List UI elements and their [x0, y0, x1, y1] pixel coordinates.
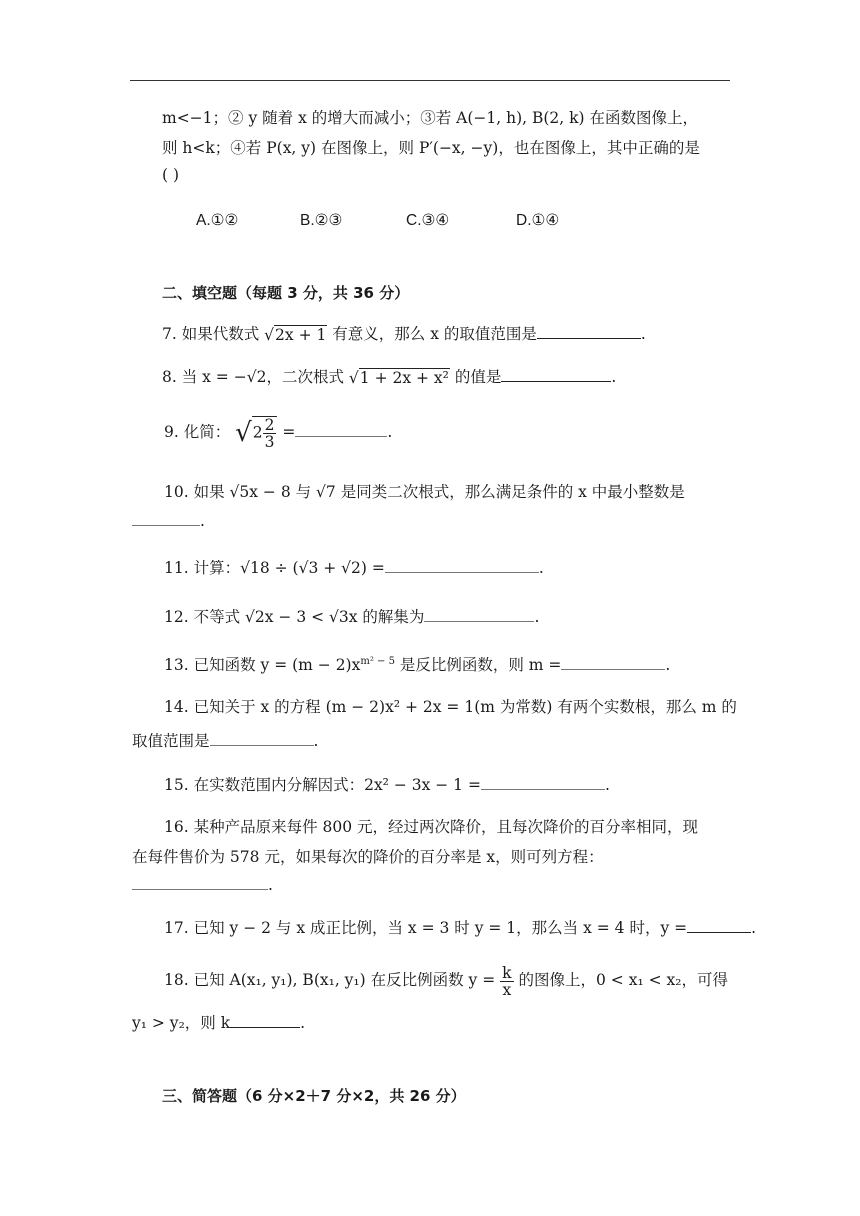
q12-answer-blank[interactable]	[424, 606, 534, 622]
q18-text3: y₁ > y₂，则 k	[132, 1014, 231, 1032]
q15	[164, 774, 610, 795]
q18-text2: 的图像上，0 < x₁ < x₂，可得	[518, 971, 728, 989]
q18-fraction	[500, 965, 513, 998]
q15-period: .	[604, 776, 610, 794]
q10-line1: 10. 如果 √5x − 8 与 √7 是同类二次根式，那么满足条件的 x 中最小整数是	[164, 483, 685, 501]
q16-period: .	[268, 876, 273, 894]
q16-line3	[132, 874, 273, 895]
q8-prefix: 8. 当 x = −√2，二次根式	[162, 368, 344, 386]
q18-denominator: x	[502, 980, 512, 999]
sqrt-sign: √1 + 2x + x²	[348, 369, 449, 387]
q18-numerator: k	[502, 963, 512, 982]
sqrt-sign: √2x + 1	[264, 326, 327, 344]
q9-period: .	[387, 423, 393, 441]
q7-answer-blank[interactable]	[537, 323, 641, 339]
q9-whole: 2	[252, 423, 263, 442]
q14-line2	[132, 730, 318, 751]
q9-radicand	[252, 416, 278, 450]
q10-line2	[132, 510, 205, 531]
q7-radicand: 2x + 1	[275, 326, 327, 344]
q9-numerator: 2	[264, 416, 275, 434]
q18-answer-blank[interactable]	[230, 1012, 300, 1028]
q13-period: .	[665, 656, 671, 675]
q18-period: .	[300, 1014, 306, 1032]
q17-text: 17. 已知 y − 2 与 x 成正比例，当 x = 3 时 y = 1，那么当 x = 4 时，y =	[164, 919, 688, 937]
q13-exponent: m² − 5	[360, 656, 395, 667]
q15-answer-blank[interactable]	[481, 774, 605, 790]
q10-period: .	[200, 512, 205, 530]
q13-text2: 是反比例函数，则 m =	[394, 656, 562, 675]
q8-answer-blank[interactable]	[501, 366, 611, 382]
q14-text: 取值范围是	[132, 732, 210, 750]
q6-line1: m<−1；② y 随着 x 的增大而减小；③若 A(−1, h), B(2, k) 在函数图像上，	[162, 109, 699, 127]
q17	[164, 917, 756, 938]
q17-answer-blank[interactable]	[687, 917, 751, 933]
q8-radicand: 1 + 2x + x²	[359, 369, 449, 387]
q18-line1	[164, 960, 728, 1000]
q7	[162, 323, 646, 345]
q9-prefix: 9. 化简：	[164, 423, 231, 441]
q16-line1: 16. 某种产品原来每件 800 元，经过两次降价，且每次降价的百分率相同，现	[164, 818, 699, 836]
q13-text: 13. 已知函数 y = (m − 2)x	[164, 656, 361, 675]
q11-period: .	[538, 559, 544, 577]
q14-period: .	[313, 732, 319, 750]
q11-answer-blank[interactable]	[385, 557, 539, 573]
q8	[162, 366, 616, 388]
q16-line2: 在每件售价为 578 元，如果每次的降价的百分率是 x，则可列方程：	[132, 848, 604, 866]
q9-answer-blank[interactable]	[295, 421, 387, 437]
q10-answer-blank[interactable]	[132, 510, 200, 526]
header-rule	[130, 80, 730, 81]
q18-line2	[132, 1012, 305, 1033]
q7-period: .	[640, 325, 646, 343]
q14-answer-blank[interactable]	[210, 730, 314, 746]
q6-line3: ( )	[162, 166, 180, 184]
q8-period: .	[611, 368, 617, 386]
q17-period: .	[751, 919, 757, 937]
option-b[interactable]: B.②③	[300, 212, 343, 229]
q9-denominator: 3	[264, 433, 275, 451]
q6-line2: 则 h<k；④若 P(x, y) 在图像上，则 P′(−x, −y)，也在图像上，其中正确的是	[162, 139, 700, 157]
q12-text: 12. 不等式 √2x − 3 < √3x 的解集为	[164, 608, 425, 626]
q15-text: 15. 在实数范围内分解因式：2x² − 3x − 1 =	[164, 776, 481, 794]
q12-period: .	[534, 608, 540, 626]
option-c[interactable]: C.③④	[406, 212, 450, 229]
q12	[164, 606, 539, 627]
sqrt-sign: √	[235, 418, 252, 448]
q6-options	[196, 210, 559, 231]
q16-answer-blank[interactable]	[132, 874, 268, 890]
q13	[164, 652, 670, 675]
option-d[interactable]: D.①④	[516, 212, 560, 229]
q7-prefix: 7. 如果代数式	[162, 325, 260, 343]
q11-text: 11. 计算：√18 ÷ (√3 + √2) =	[164, 559, 385, 577]
q14-line1: 14. 已知关于 x 的方程 (m − 2)x² + 2x = 1(m 为常数) 有两个实数根，那么 m 的	[164, 698, 737, 716]
option-a[interactable]: A.①②	[196, 212, 239, 229]
q8-text: 的值是	[454, 368, 502, 386]
q9-equals: =	[282, 423, 296, 441]
q7-text: 有意义，那么 x 的取值范围是	[332, 325, 537, 343]
q9-fraction	[263, 417, 277, 450]
section2-heading: 二、填空题（每题 3 分，共 36 分）	[162, 284, 410, 302]
section3-heading: 三、简答题（6 分×2＋7 分×2，共 26 分）	[162, 1087, 466, 1105]
q13-answer-blank[interactable]	[561, 654, 665, 670]
q11	[164, 557, 544, 578]
q18-text: 18. 已知 A(x₁, y₁), B(x₁, y₁) 在反比例函数 y =	[164, 971, 496, 989]
q9	[164, 410, 392, 455]
